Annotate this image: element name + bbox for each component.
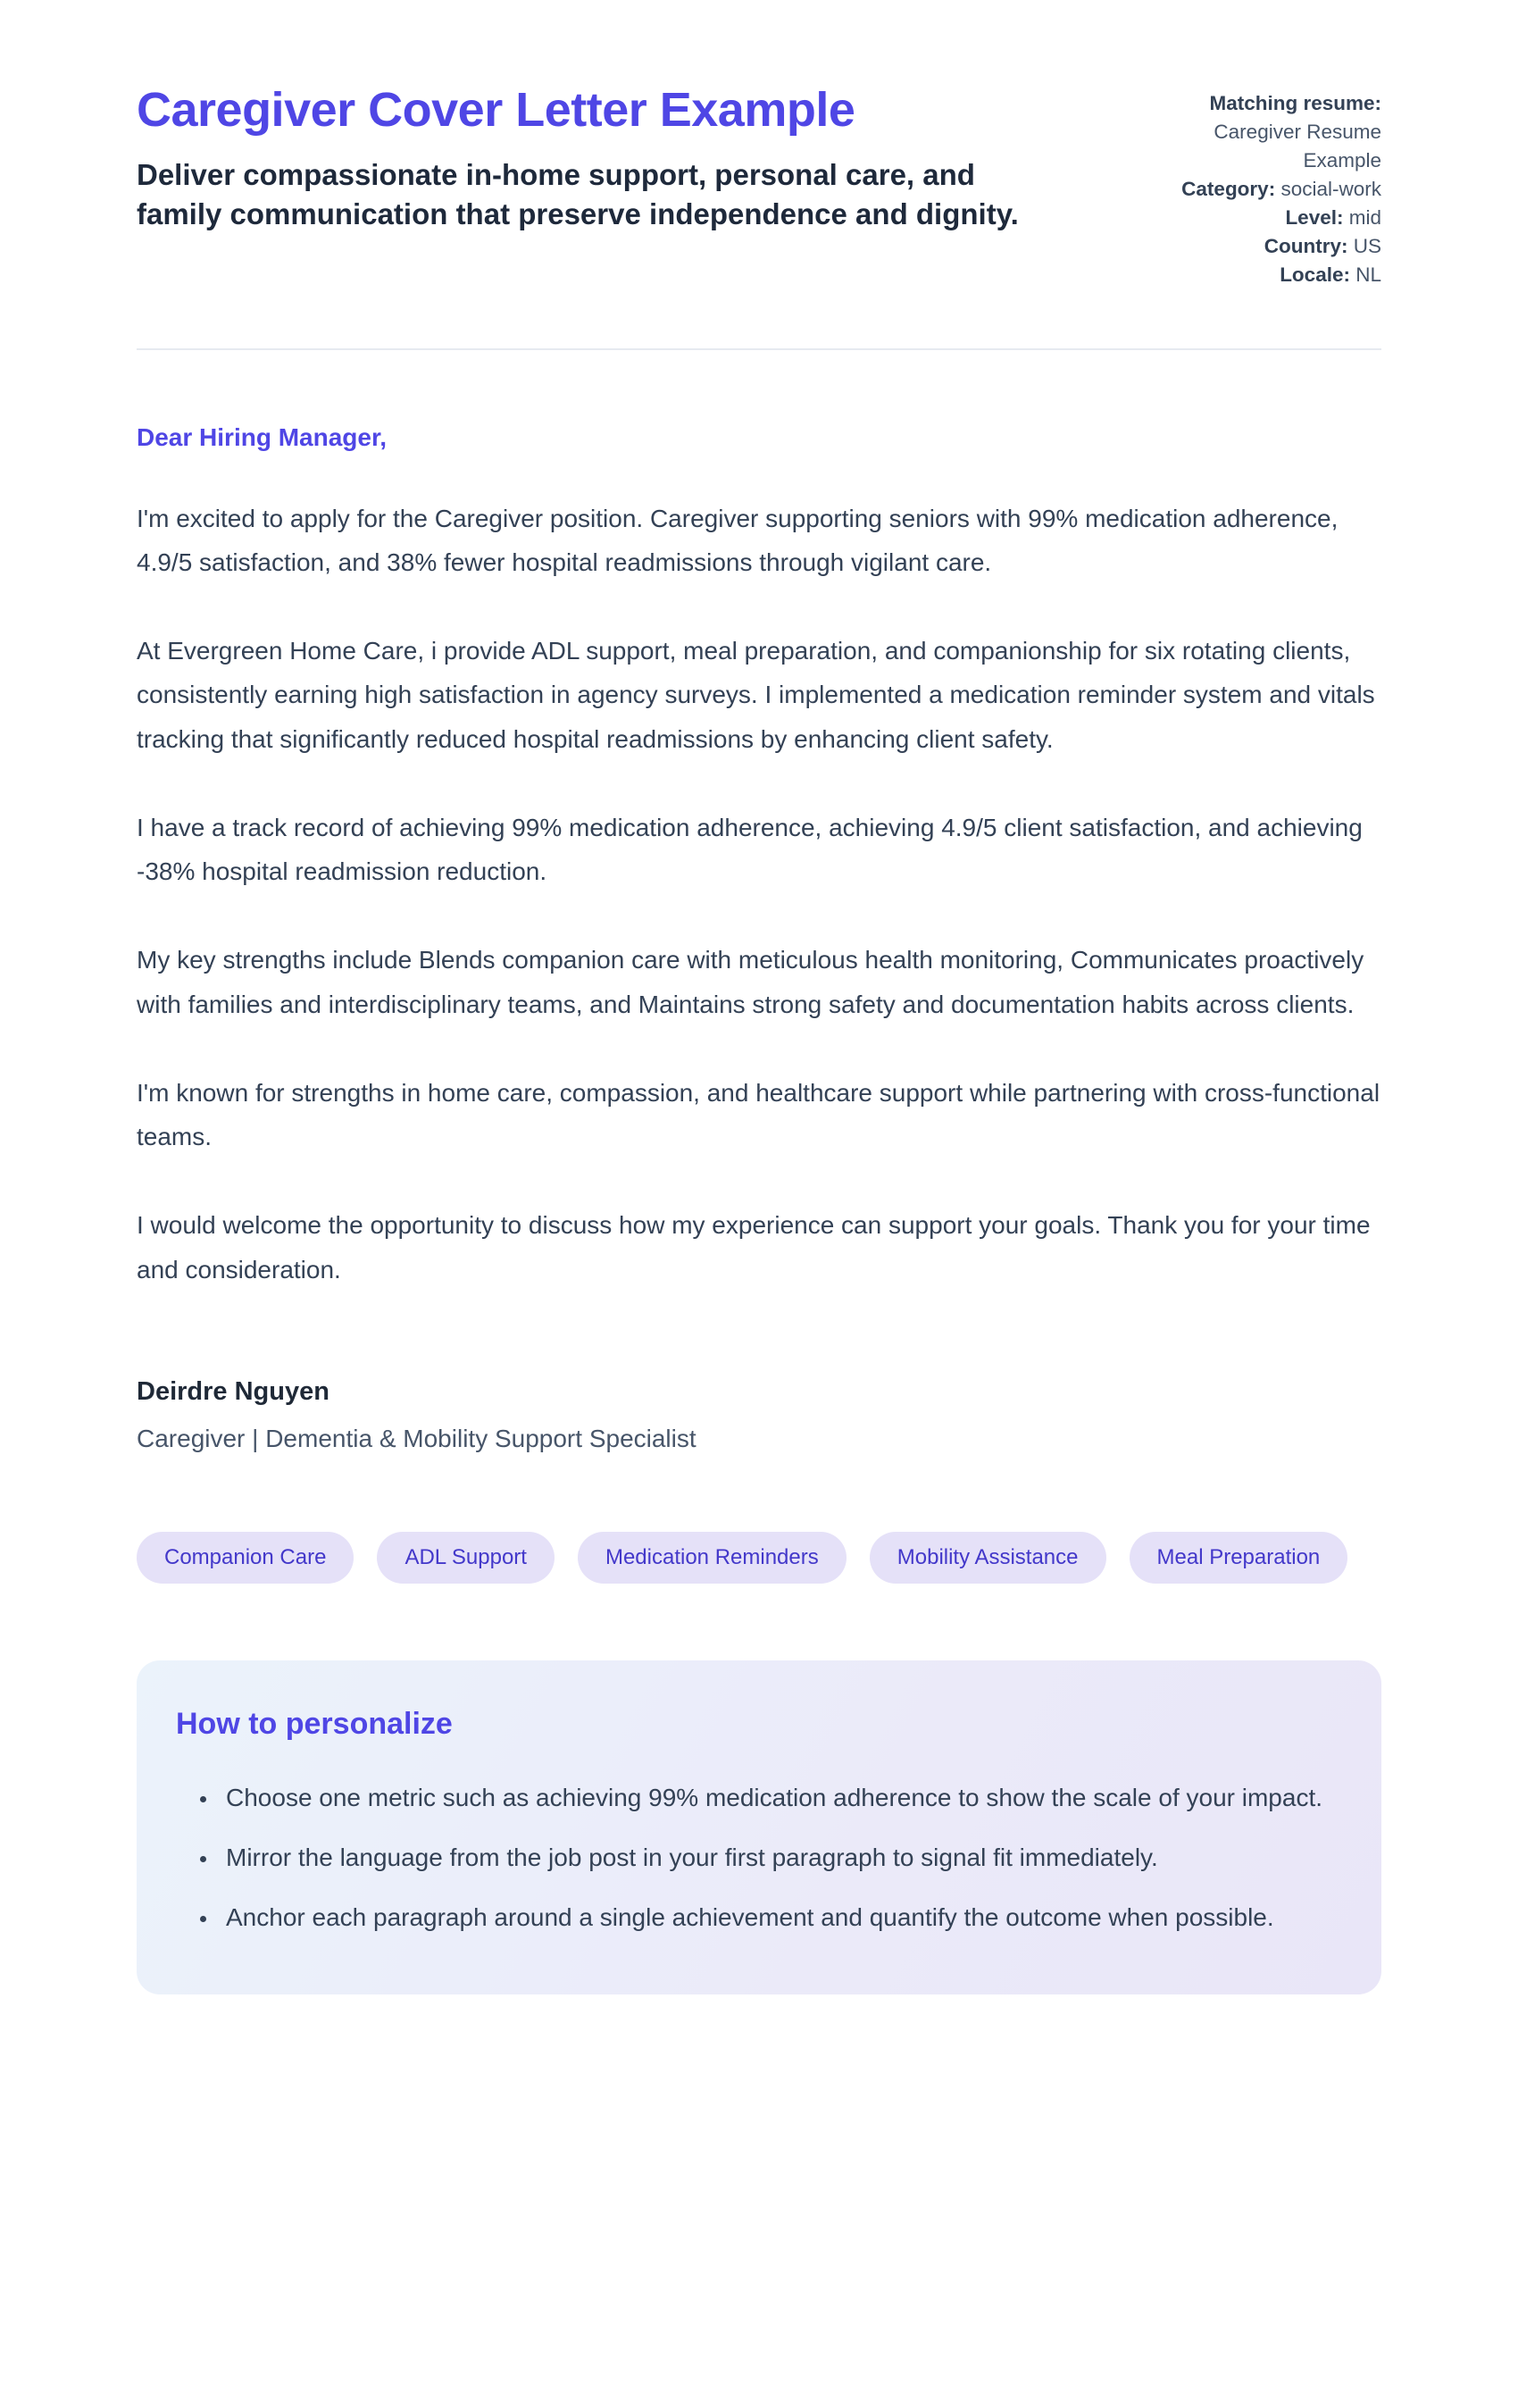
skill-tag: Mobility Assistance <box>870 1532 1106 1584</box>
header-divider <box>137 348 1381 350</box>
signature-name: Deirdre Nguyen <box>137 1377 329 1407</box>
meta-value: mid <box>1348 205 1381 229</box>
meta-category <box>1156 175 1381 204</box>
salutation: Dear Hiring Manager, <box>137 422 388 451</box>
skill-tags <box>137 1532 1381 1584</box>
meta-label: Matching resume: <box>1209 92 1381 114</box>
meta-locale <box>1156 261 1381 289</box>
callout-bullet: • Choose one metric such as achieving 99% medication adherence to show the scale of your impact. <box>219 1776 1331 1819</box>
meta-value: NL <box>1355 263 1381 286</box>
letter-paragraph: I'm excited to apply for the Caregiver position. Caregiver supporting seniors with 99% medication adherence, 4.9/5 satisfaction, and 38% fewer hospital readmissions through vigilant care. <box>137 504 1339 576</box>
letter-paragraph: I have a track record of achieving 99% medication adherence, achieving 4.9/5 client satisfaction, and achieving -38% hospital readmission reduction. <box>137 813 1363 886</box>
meta-label: Category: <box>1181 177 1276 200</box>
meta-value: social-work <box>1280 177 1381 200</box>
resume-meta-panel <box>1156 82 1381 289</box>
callout-bullet-list <box>176 1776 1331 1939</box>
header-titles <box>137 82 1047 233</box>
skill-tag: Medication Reminders <box>578 1532 847 1584</box>
callout-bullet: • Anchor each paragraph around a single achievement and quantify the outcome when possible. <box>219 1895 1331 1939</box>
skill-tag: Companion Care <box>137 1532 354 1584</box>
page-header <box>137 82 1381 289</box>
meta-country <box>1156 232 1381 261</box>
page-subtitle: Deliver compassionate in-home support, personal care, and family communication that preserve independence and dignity. <box>137 158 1019 230</box>
letter-paragraph: I'm known for strengths in home care, compassion, and healthcare support while partnering with cross-functional teams. <box>137 1078 1380 1151</box>
meta-label: Level: <box>1285 205 1344 229</box>
meta-value: Caregiver Resume Example <box>1214 120 1381 171</box>
meta-label: Country: <box>1264 234 1348 257</box>
cover-letter-body <box>137 423 1381 1453</box>
meta-value: US <box>1353 234 1381 257</box>
callout-bullet: • Mirror the language from the job post in your first paragraph to signal fit immediately. <box>219 1835 1331 1879</box>
letter-paragraph: At Evergreen Home Care, i provide ADL support, meal preparation, and companionship for six rotating clients, consistently earning high satisfaction in agency surveys. I implemented a medication reminder system and vitals tracking that significantly reduced hospital readmissions by enhancing client safety. <box>137 637 1375 753</box>
page-title: Caregiver Cover Letter Example <box>137 83 855 137</box>
meta-matching-resume <box>1156 89 1381 175</box>
letter-paragraph: My key strengths include Blends companion care with meticulous health monitoring, Communicates proactively with families and interdisciplinary teams, and Maintains strong safety and documentation habits across clients. <box>137 946 1364 1018</box>
skill-tag: Meal Preparation <box>1130 1532 1348 1584</box>
meta-level <box>1156 204 1381 232</box>
signature-block <box>137 1377 1381 1453</box>
meta-label: Locale: <box>1280 263 1350 286</box>
callout-title: How to personalize <box>176 1707 453 1742</box>
letter-paragraph: I would welcome the opportunity to discuss how my experience can support your goals. Thank you for your time and consideration. <box>137 1211 1371 1283</box>
personalize-callout <box>137 1660 1381 1994</box>
skill-tag: ADL Support <box>377 1532 555 1584</box>
signature-title: Caregiver | Dementia & Mobility Support Specialist <box>137 1425 696 1453</box>
